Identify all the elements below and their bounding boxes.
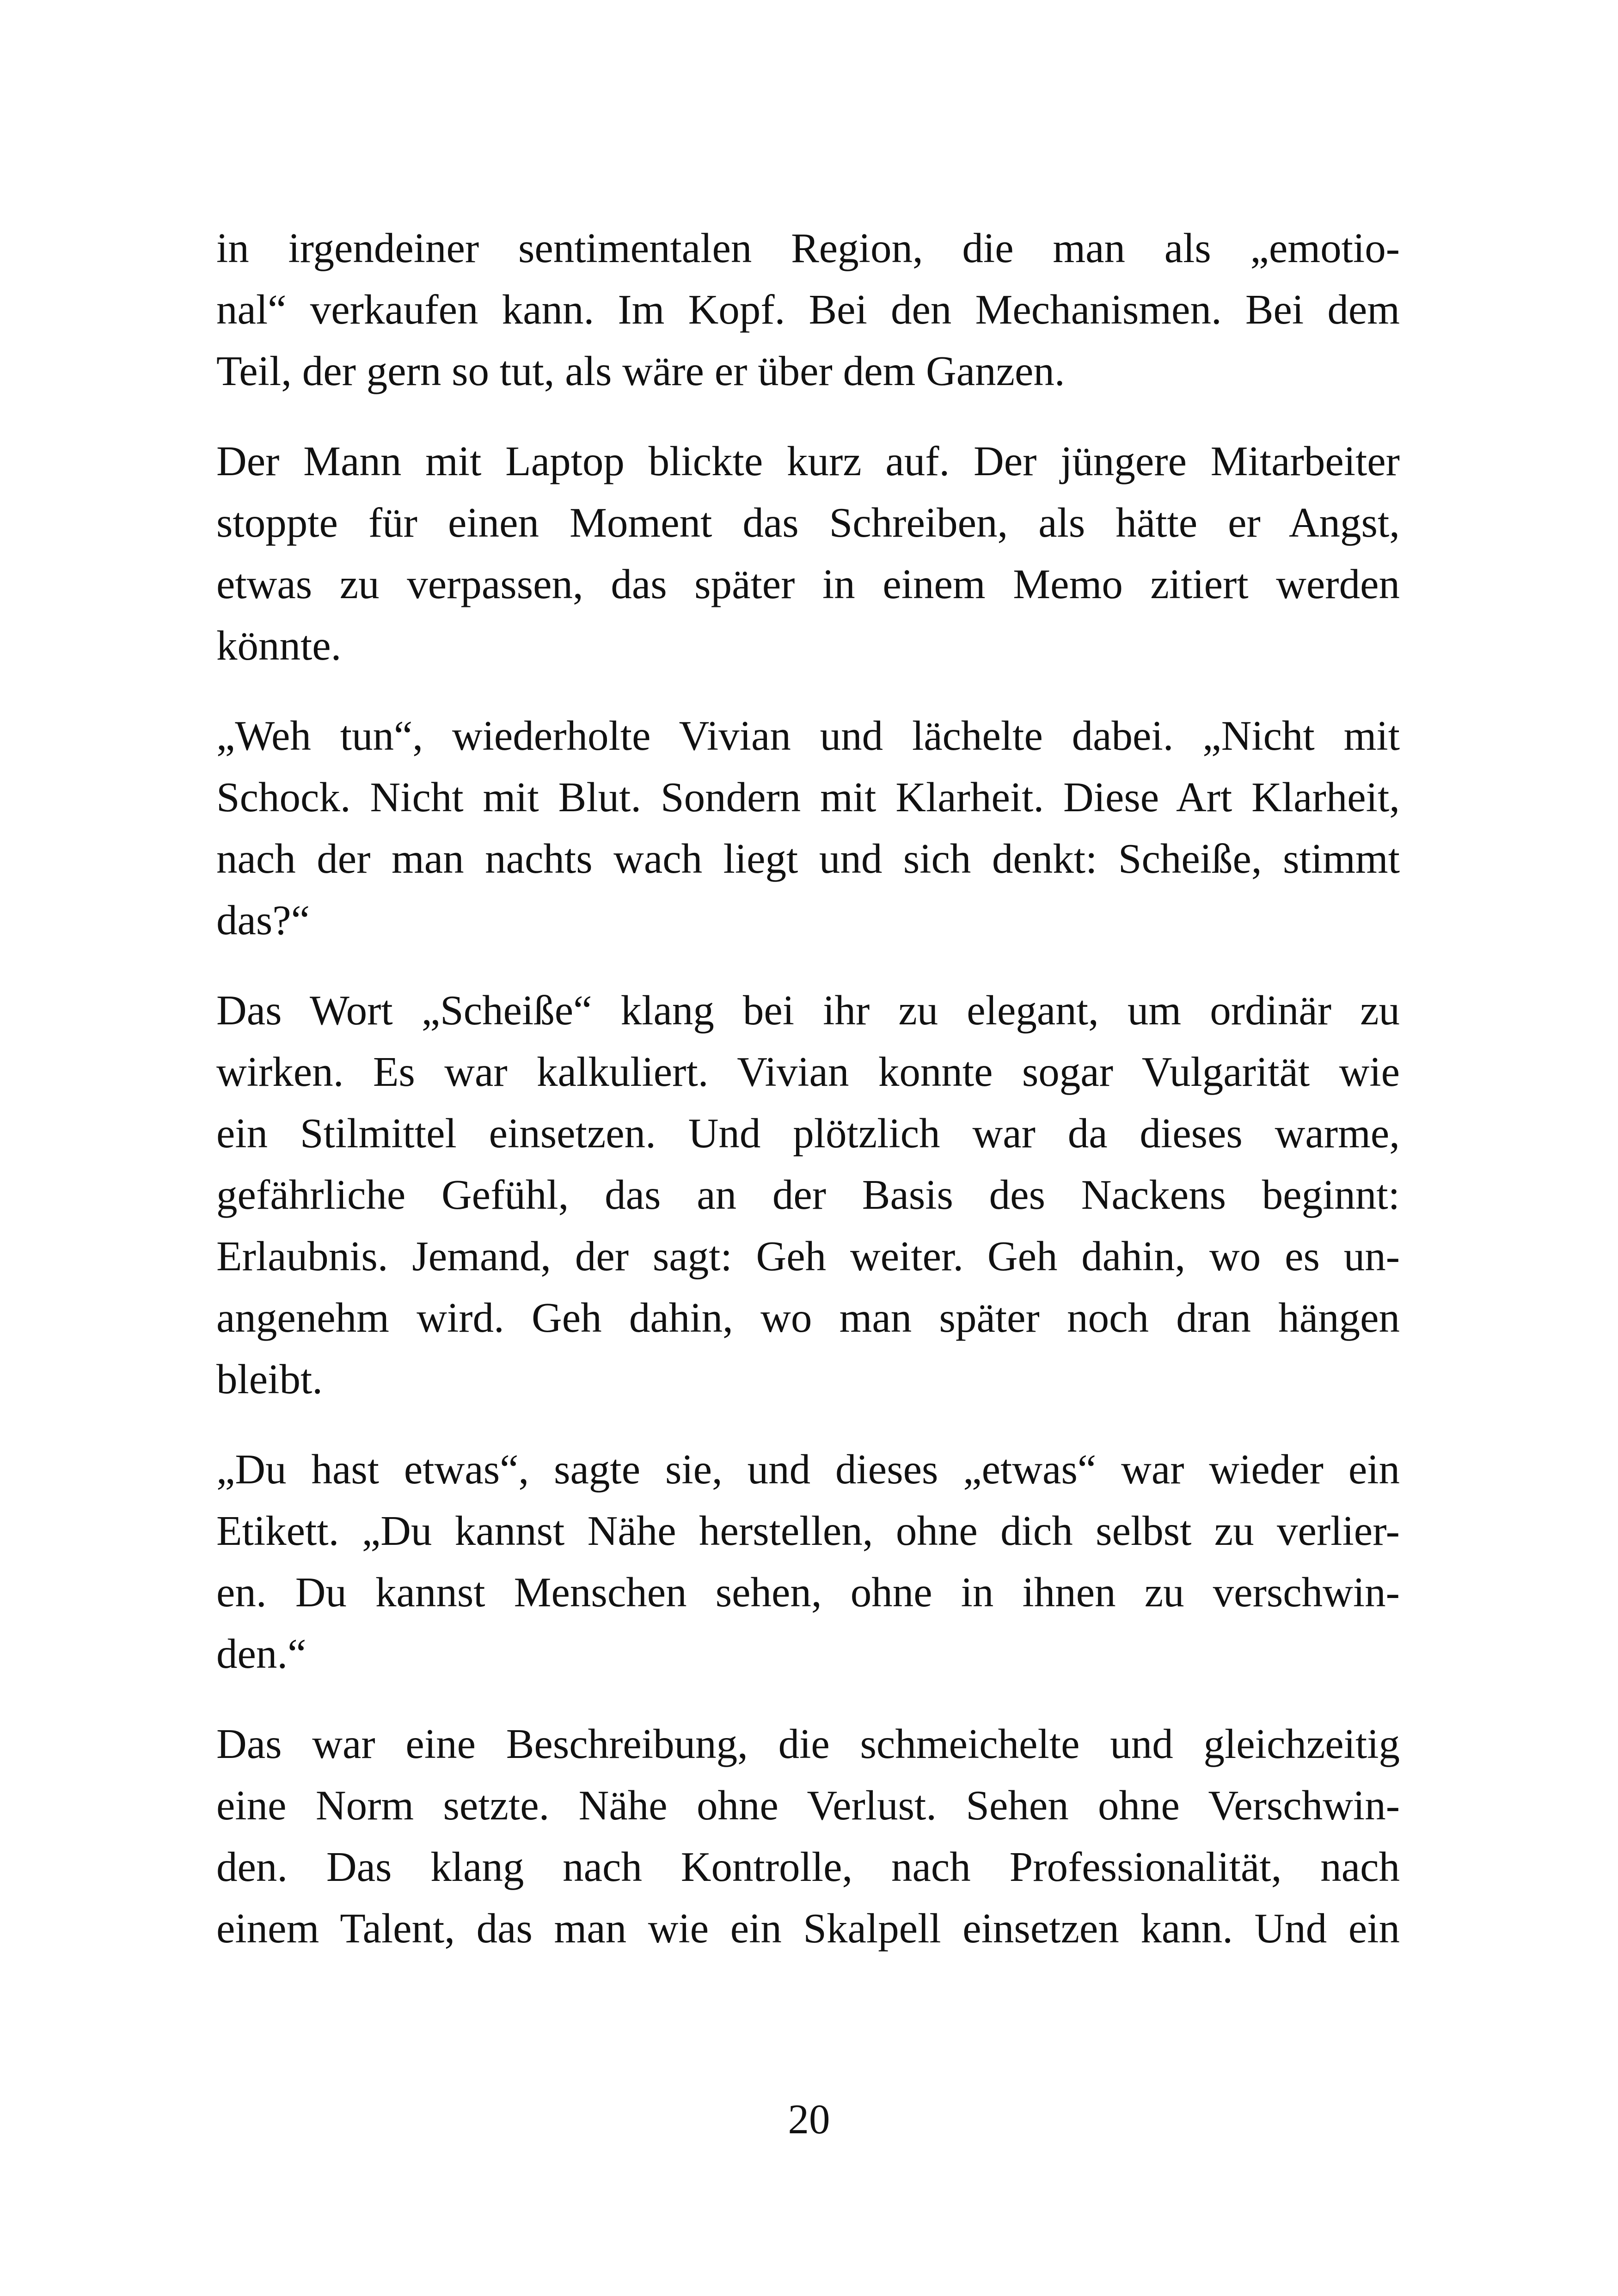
text-line: Das war eine Beschreibung, die schmeichelte und gleichzeitig [216,1720,1400,1767]
text-line: Schock. Nicht mit Blut. Sondern mit Klarheit. Diese Art Klarheit, [216,774,1400,820]
text-line: Teil, der gern so tut, als wäre er über dem Ganzen. [216,348,1065,394]
text-line: bleibt. [216,1356,323,1402]
text-line: Erlaubnis. Jemand, der sagt: Geh weiter. Geh dahin, wo es un- [216,1233,1400,1280]
page-number: 20 [788,2096,830,2143]
text-line: nal“ verkaufen kann. Im Kopf. Bei den Mechanismen. Bei dem [216,286,1400,333]
text-line: nach der man nachts wach liegt und sich denkt: Scheiße, stimmt [216,835,1400,882]
text-line: „Weh tun“, wiederholte Vivian und lächelte dabei. „Nicht mit [216,712,1400,759]
text-line: etwas zu verpassen, das später in einem Memo zitiert werden [216,561,1400,607]
text-line: eine Norm setzte. Nähe ohne Verlust. Sehen ohne Verschwin- [216,1782,1400,1829]
paragraph [216,1713,1400,1959]
text-line: das?“ [216,897,310,943]
text-line: Das Wort „Scheiße“ klang bei ihr zu elegant, um ordinär zu [216,987,1400,1034]
text-line: einem Talent, das man wie ein Skalpell einsetzen kann. Und ein [216,1905,1400,1952]
text-line: den.“ [216,1630,306,1677]
text-line: Etikett. „Du kannst Nähe herstellen, ohne dich selbst zu verlier- [216,1507,1400,1554]
text-line: könnte. [216,622,342,669]
text-line: in irgendeiner sentimentalen Region, die man als „emotio- [216,225,1400,271]
paragraph [216,705,1400,951]
paragraph [216,1439,1400,1684]
text-line: gefährliche Gefühl, das an der Basis des Nackens beginnt: [216,1171,1400,1218]
text-line: en. Du kannst Menschen sehen, ohne in ihnen zu verschwin- [216,1569,1400,1616]
paragraph [216,430,1400,676]
text-line: ein Stilmittel einsetzen. Und plötzlich war da dieses warme, [216,1110,1400,1157]
text-line: Der Mann mit Laptop blickte kurz auf. Der jüngere Mitarbeiter [216,438,1400,484]
text-line: „Du hast etwas“, sagte sie, und dieses „etwas“ war wieder ein [216,1446,1400,1493]
text-line: wirken. Es war kalkuliert. Vivian konnte sogar Vulgarität wie [216,1048,1400,1095]
text-line: den. Das klang nach Kontrolle, nach Professionalität, nach [216,1843,1400,1890]
paragraph [216,217,1400,402]
text-line: angenehm wird. Geh dahin, wo man später noch dran hängen [216,1294,1400,1341]
paragraph [216,980,1400,1410]
body-text [216,217,1400,1988]
text-line: stoppte für einen Moment das Schreiben, als hätte er Angst, [216,499,1400,546]
